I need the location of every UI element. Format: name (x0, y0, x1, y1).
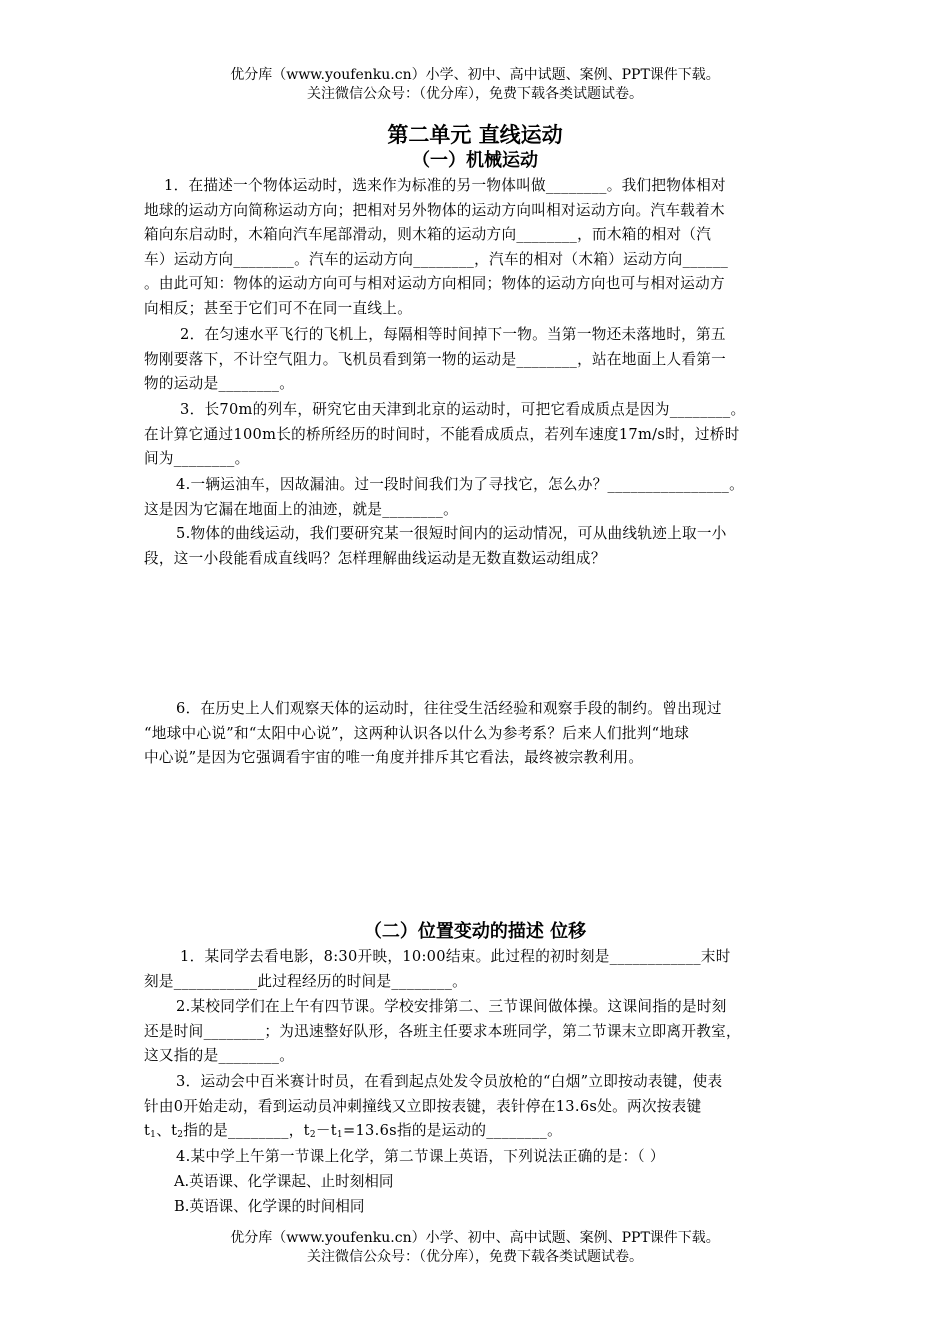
question-1-2 (144, 323, 808, 397)
header-line-1: 优分库（www.youfenku.cn）小学、初中、高中试题、案例、PPT课件下载。 (230, 67, 720, 83)
q2-1-line: 1．某同学去看电影，8:30开映，10:00结束。此过程的初时刻是____________末时 (180, 948, 731, 965)
question-2-1 (144, 945, 808, 994)
q2-1-line: 刻是___________此过程经历的时间是________。 (144, 972, 468, 990)
section-1-title: （一）机械运动 (412, 150, 538, 171)
q1-1-line: 。由此可知：物体的运动方向可与相对运动方向相同；物体的运动方向也可与相对运动方 (144, 275, 725, 293)
q1-1-line: 地球的运动方向简称运动方向；把相对另外物体的运动方向叫相对运动方向。汽车载着木 (144, 201, 725, 219)
q1-1-line: 车）运动方向________。汽车的运动方向________，汽车的相对（木箱）运动方向______ (144, 250, 729, 268)
question-2-3 (144, 1070, 808, 1148)
header-line-2: 关注微信公众号：（优分库），免费下载各类试题试卷。 (307, 86, 643, 102)
question-1-1 (144, 174, 808, 322)
q1-2-line: 2．在匀速水平飞行的飞机上，每隔相等时间掉下一物。当第一物还未落地时，第五 (180, 326, 726, 343)
page-header (0, 66, 950, 104)
q2-2-line: 2.某校同学们在上午有四节课。学校安排第二、三节课间做体操。这课间指的是时刻 (176, 998, 727, 1015)
q1-6-line: “地球中心说”和“太阳中心说”，这两种认识各以什么为参考系？后来人们批判“地球 (144, 724, 690, 742)
q1-1-line: 1．在描述一个物体运动时，选来作为标准的另一物体叫做________。我们把物体相对 (164, 177, 726, 194)
q2-2-line: 还是时间________；为迅速整好队形，各班主任要求本班同学，第二节课末立即离开教室， (144, 1022, 741, 1040)
unit-title: 第二单元 直线运动 (387, 123, 563, 147)
question-1-5 (144, 522, 808, 571)
q1-3-line: 在计算它通过100m长的桥所经历的时间时，不能看成质点，若列车速度17m/s时，过桥时 (144, 425, 740, 443)
question-1-3 (144, 398, 808, 472)
q2-3-line: 3．运动会中百米赛计时员，在看到起点处发令员放枪的“白烟”立即按动表键，使表 (176, 1073, 723, 1090)
q2-2-line: 这又指的是________。 (144, 1047, 295, 1065)
page-footer (0, 1229, 950, 1267)
q1-3-line: 间为________。 (144, 450, 250, 468)
question-2-2 (144, 995, 808, 1069)
section-2-title: （二）位置变动的描述 位移 (363, 921, 587, 942)
q1-4-line: 4.一辆运油车，因故漏油。过一段时间我们为了寻找它，怎么办？________________。 (176, 476, 744, 493)
question-2-4 (144, 1145, 808, 1170)
q1-2-line: 物刚要落下，不计空气阻力。飞机员看到第一物的运动是________，站在地面上人看第一 (144, 350, 727, 368)
q1-5-line: 段，这一小段能看成直线吗？怎样理解曲线运动是无数直数运动组成？ (144, 549, 606, 567)
q1-2-line: 物的运动是________。 (144, 375, 295, 393)
q1-5-line: 5.物体的曲线运动，我们要研究某一很短时间内的运动情况，可从曲线轨迹上取一小 (176, 525, 727, 542)
option-a: A.英语课、化学课起、止时刻相同 (174, 1173, 394, 1190)
q1-1-line: 向相反；甚至于它们可不在同一直线上。 (144, 299, 413, 317)
q1-6-line: 中心说”是因为它强调看宇宙的唯一角度并排斥其它看法，最终被宗教利用。 (144, 749, 644, 767)
q1-4-line: 这是因为它漏在地面上的油迹，就是________。 (144, 500, 458, 518)
q2-3-line: 针由0开始走动，看到运动员冲刺撞线又立即按表键，表针停在13.6s处。两次按表键 (144, 1097, 702, 1115)
question-1-4 (144, 473, 808, 522)
footer-line-2: 关注微信公众号：（优分库），免费下载各类试题试卷。 (307, 1249, 643, 1265)
q2-3-line-subscripts: $t_1$、$t_2$指的是________，$t_2-t_1=13.6s$指的是运动的________。 (144, 1122, 562, 1141)
option-b: B.英语课、化学课的时间相同 (174, 1198, 365, 1215)
q1-3-line: 3．长70m的列车，研究它由天津到北京的运动时，可把它看成质点是因为________。 (180, 401, 746, 418)
question-1-6 (144, 697, 808, 771)
footer-line-1: 优分库（www.youfenku.cn）小学、初中、高中试题、案例、PPT课件下载。 (230, 1230, 720, 1246)
q2-4-line: 4.某中学上午第一节课上化学，第二节课上英语，下列说法正确的是：（ ） (176, 1148, 665, 1165)
q1-1-line: 箱向东启动时，木箱向汽车尾部滑动，则木箱的运动方向________，而木箱的相对（汽 (144, 226, 712, 244)
q1-6-line: 6．在历史上人们观察天体的运动时，往往受生活经验和观察手段的制约。曾出现过 (176, 700, 722, 717)
